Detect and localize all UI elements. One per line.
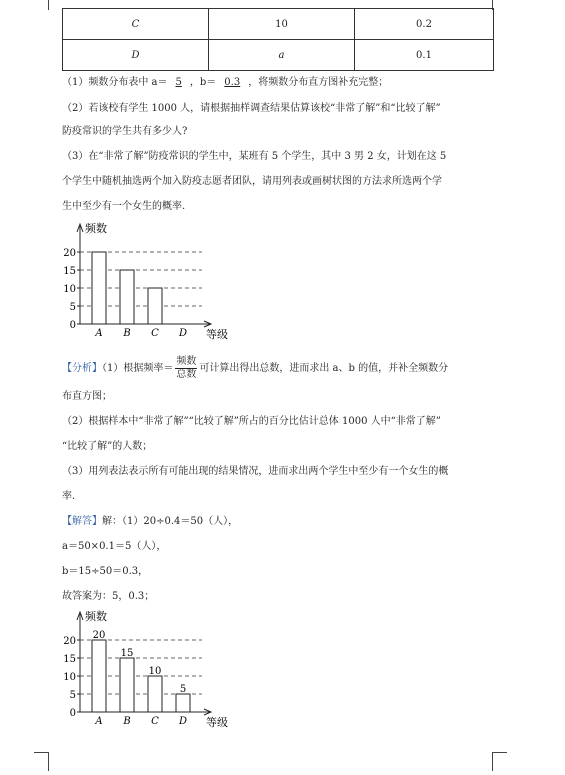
y-tick-label: 0 <box>69 708 76 719</box>
question-3-line: 个学生中随机抽选两个加入防疫志愿者团队，请用列表或画树状图的方法求所选两个学 <box>62 176 442 187</box>
corner-mark-top-left <box>34 0 49 10</box>
question-2-line: （2）若该校有学生 1000 人，请根据抽样调查结果估算该校“非常了解”和“比较了解” <box>62 103 441 114</box>
analysis-text: （1）根据频率＝ <box>102 363 174 374</box>
answer-b-value: 0.3 <box>224 77 241 88</box>
frequency-table <box>62 8 494 71</box>
question-1-mid: ，b＝ <box>189 77 217 88</box>
x-tick-label: B <box>123 328 131 339</box>
table-row <box>63 9 494 40</box>
y-tick-label: 15 <box>63 654 76 665</box>
analysis-line <box>62 356 448 381</box>
y-tick-label: 10 <box>63 672 76 683</box>
table-cell-count: a <box>209 40 355 71</box>
x-tick-label: D <box>178 716 188 727</box>
analysis-tag: 【分析】 <box>62 363 102 374</box>
question-3-line: 生中至少有一个女生的概率. <box>62 201 186 212</box>
bar <box>148 676 162 712</box>
corner-mark-bottom-left <box>34 752 49 771</box>
question-2-line: 防疫常识的学生共有多少人? <box>62 126 188 137</box>
histogram-question <box>50 218 250 348</box>
question-1 <box>62 73 388 88</box>
y-tick-label: 10 <box>63 284 76 295</box>
y-tick-label: 5 <box>69 302 76 313</box>
x-axis-label: 等级 <box>206 328 228 341</box>
answer-line: b＝15÷50＝0.3， <box>62 566 149 577</box>
question-3-line: （3）在“非常了解”防疫常识的学生中，某班有 5 个学生，其中 3 男 2 女，计划在这 5 <box>62 151 447 162</box>
table-cell-grade: D <box>63 40 209 71</box>
analysis-line: 布直方图； <box>62 391 112 402</box>
x-tick-label: B <box>123 716 131 727</box>
answer-line <box>62 512 238 527</box>
corner-mark-top-right <box>492 0 507 10</box>
x-tick-label: A <box>95 716 103 727</box>
table-cell-frequency: 0.1 <box>355 40 494 71</box>
y-tick-label: 20 <box>63 636 76 647</box>
data-label: 15 <box>120 648 134 659</box>
fraction <box>175 356 197 381</box>
bar <box>148 288 162 324</box>
bar <box>92 640 106 712</box>
bar <box>92 252 106 324</box>
corner-mark-bottom-right <box>492 752 507 771</box>
x-axis-label: 等级 <box>206 716 228 729</box>
analysis-line: （3）用列表法表示所有可能出现的结果情况，进而求出两个学生中至少有一个女生的概 <box>62 466 449 477</box>
question-1-prefix: （1）频数分布表中 a＝ <box>62 77 168 88</box>
answer-line: 故答案为：5，0.3； <box>62 591 155 602</box>
histogram-answer <box>50 606 250 736</box>
table-cell-count: 10 <box>209 9 355 40</box>
table-cell-frequency: 0.2 <box>355 9 494 40</box>
data-label: 20 <box>92 630 106 641</box>
data-label: 10 <box>148 666 162 677</box>
answer-line: a＝50×0.1＝5（人）， <box>62 541 167 552</box>
table-row <box>63 40 494 71</box>
x-tick-label: A <box>95 328 103 339</box>
analysis-line: “比较了解”的人数； <box>62 441 153 452</box>
y-tick-label: 15 <box>63 266 76 277</box>
x-tick-label: C <box>151 328 159 339</box>
x-tick-label: D <box>178 328 188 339</box>
y-axis-label: 频数 <box>85 610 107 623</box>
analysis-line: 率. <box>62 491 76 502</box>
bar <box>120 270 134 324</box>
question-1-suffix: ，将频数分布直方图补充完整； <box>248 77 389 88</box>
y-tick-label: 0 <box>69 320 76 331</box>
fraction-denominator: 总数 <box>176 369 197 380</box>
bar <box>120 658 134 712</box>
data-label: 5 <box>179 684 187 695</box>
answer-a-value: 5 <box>175 77 182 88</box>
answer-tag: 【解答】 <box>62 516 102 527</box>
bar <box>176 694 190 712</box>
fraction-numerator: 频数 <box>176 356 197 367</box>
analysis-text: 可计算出得出总数，进而求出 a、b 的值，并补全频数分 <box>199 363 449 374</box>
x-tick-label: C <box>151 716 159 727</box>
y-tick-label: 20 <box>63 248 76 259</box>
answer-text: 解：（1）20÷0.4＝50（人）， <box>102 516 239 527</box>
y-axis-label: 频数 <box>85 222 107 235</box>
table-cell-grade: C <box>63 9 209 40</box>
analysis-line: （2）根据样本中“非常了解”“比较了解”所占的百分比估计总体 1000 人中“非常了解” <box>62 416 441 427</box>
y-tick-label: 5 <box>69 690 76 701</box>
